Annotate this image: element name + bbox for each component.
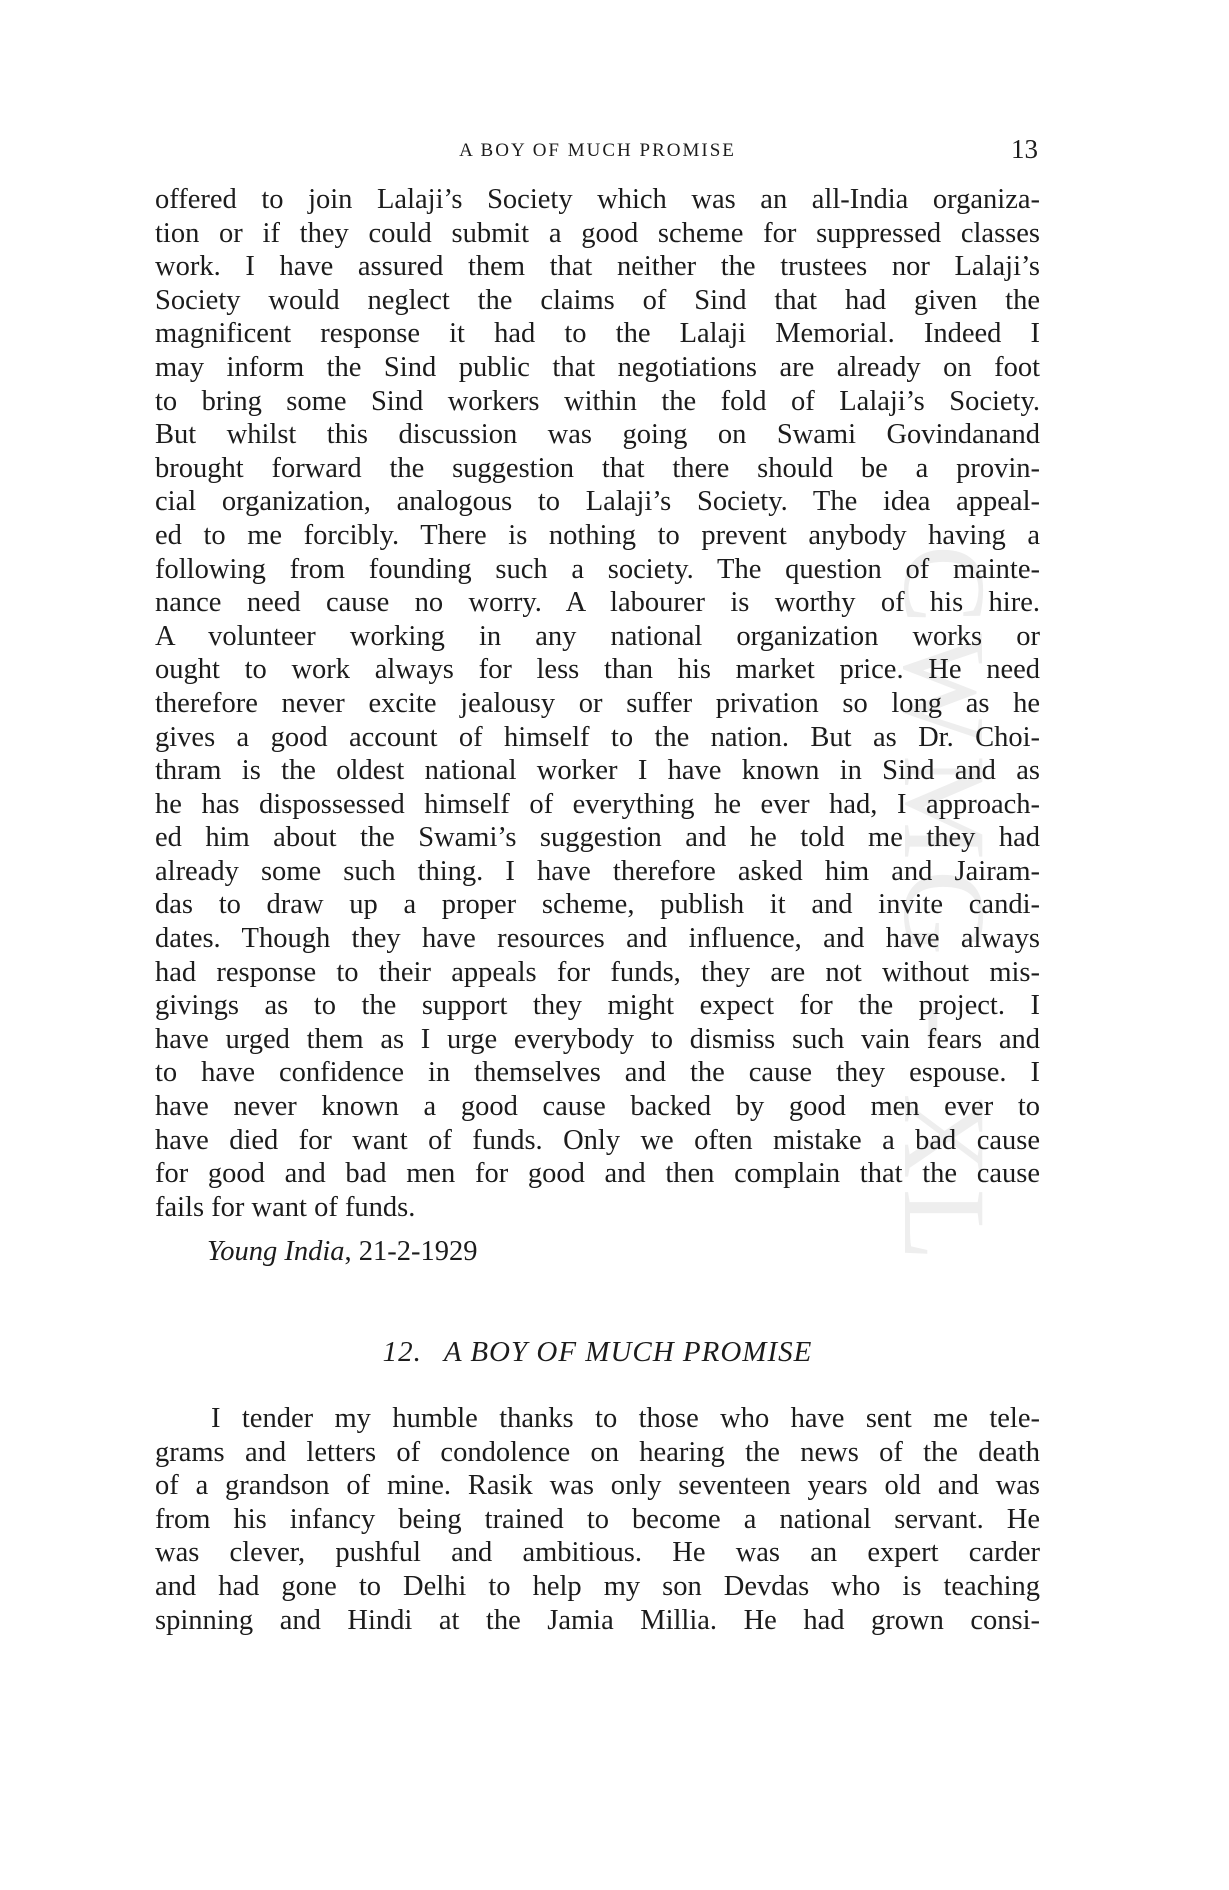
watermark: CWMG - XL bbox=[879, 545, 1010, 1271]
source-citation bbox=[207, 1236, 478, 1268]
paragraph bbox=[155, 1402, 1040, 1637]
text-line: fails for want of funds. bbox=[155, 1191, 416, 1223]
text-line: have died for want of funds. Only we often mistake a bad cause bbox=[155, 1124, 1040, 1156]
text-line: But whilst this discussion was going on Swami Govindanand bbox=[155, 419, 1040, 451]
text-line: Society would neglect the claims of Sind that had given the bbox=[155, 284, 1040, 316]
text-line: dates. Though they have resources and influence, and have always bbox=[155, 923, 1040, 955]
text-line: may inform the Sind public that negotiations are already on foot bbox=[155, 351, 1040, 383]
text-line: have urged them as I urge everybody to dismiss such vain fears and bbox=[155, 1023, 1040, 1055]
text-line: spinning and Hindi at the Jamia Millia. He had grown consi- bbox=[155, 1604, 1040, 1636]
page-number: 13 bbox=[1011, 134, 1038, 164]
running-title: A BOY OF MUCH PROMISE bbox=[459, 140, 736, 161]
text-line: A volunteer working in any national organization works or bbox=[155, 620, 1040, 652]
source-separator: , bbox=[344, 1236, 352, 1267]
text-line: magnificent response it had to the Lalaji Memorial. Indeed I bbox=[155, 318, 1040, 350]
text-line: therefore never excite jealousy or suffer privation so long as he bbox=[155, 687, 1040, 719]
text-line: gives a good account of himself to the nation. But as Dr. Choi- bbox=[155, 721, 1040, 753]
section-number: 12. bbox=[382, 1336, 422, 1368]
text-line: brought forward the suggestion that there should be a provin- bbox=[155, 452, 1040, 484]
text-line: he has dispossessed himself of everything he ever had, I approach- bbox=[155, 788, 1040, 820]
text-line: already some such thing. I have therefore asked him and Jairam- bbox=[155, 855, 1040, 887]
section-heading bbox=[155, 1336, 1040, 1369]
text-line: for good and bad men for good and then complain that the cause bbox=[155, 1158, 1040, 1190]
text-line: thram is the oldest national worker I have known in Sind and as bbox=[155, 755, 1040, 787]
text-line: cial organization, analogous to Lalaji’s Society. The idea appeal- bbox=[155, 486, 1040, 518]
text-line: grams and letters of condolence on hearing the news of the death bbox=[155, 1436, 1040, 1468]
source-publication: Young India bbox=[207, 1236, 345, 1267]
text-line: ought to work always for less than his market price. He need bbox=[155, 654, 1040, 686]
text-line: nance need cause no worry. A labourer is worthy of his hire. bbox=[155, 587, 1040, 619]
text-line: work. I have assured them that neither the trustees nor Lalaji’s bbox=[155, 251, 1040, 283]
text-line: offered to join Lalaji’s Society which was an all-India organiza- bbox=[155, 184, 1040, 215]
paragraph-continued bbox=[155, 183, 1040, 1224]
text-line: have never known a good cause backed by good men ever to bbox=[155, 1091, 1040, 1123]
text-line: tion or if they could submit a good scheme for suppressed classes bbox=[155, 217, 1040, 249]
text-line: to have confidence in themselves and the cause they espouse. I bbox=[155, 1057, 1040, 1089]
source-date: 21-2-1929 bbox=[351, 1236, 478, 1267]
text-line: das to draw up a proper scheme, publish it and invite candi- bbox=[155, 889, 1040, 921]
text-line: I tender my humble thanks to those who have sent me tele- bbox=[211, 1403, 1040, 1434]
text-line: ed to me forcibly. There is nothing to prevent anybody having a bbox=[155, 519, 1040, 551]
text-line: following from founding such a society. The question of mainte- bbox=[155, 553, 1040, 585]
text-line: givings as to the support they might expect for the project. I bbox=[155, 990, 1040, 1022]
text-line: had response to their appeals for funds, they are not without mis- bbox=[155, 956, 1040, 988]
section-title: A BOY OF MUCH PROMISE bbox=[443, 1336, 813, 1368]
text-line: and had gone to Delhi to help my son Devdas who is teaching bbox=[155, 1570, 1040, 1602]
text-line: of a grandson of mine. Rasik was only seventeen years old and was bbox=[155, 1470, 1040, 1502]
running-header bbox=[155, 134, 1040, 170]
text-line: to bring some Sind workers within the fold of Lalaji’s Society. bbox=[155, 385, 1040, 417]
text-line: ed him about the Swami’s suggestion and he told me they had bbox=[155, 822, 1040, 854]
text-line: from his infancy being trained to become a national servant. He bbox=[155, 1503, 1040, 1535]
text-line: was clever, pushful and ambitious. He was an expert carder bbox=[155, 1537, 1040, 1569]
